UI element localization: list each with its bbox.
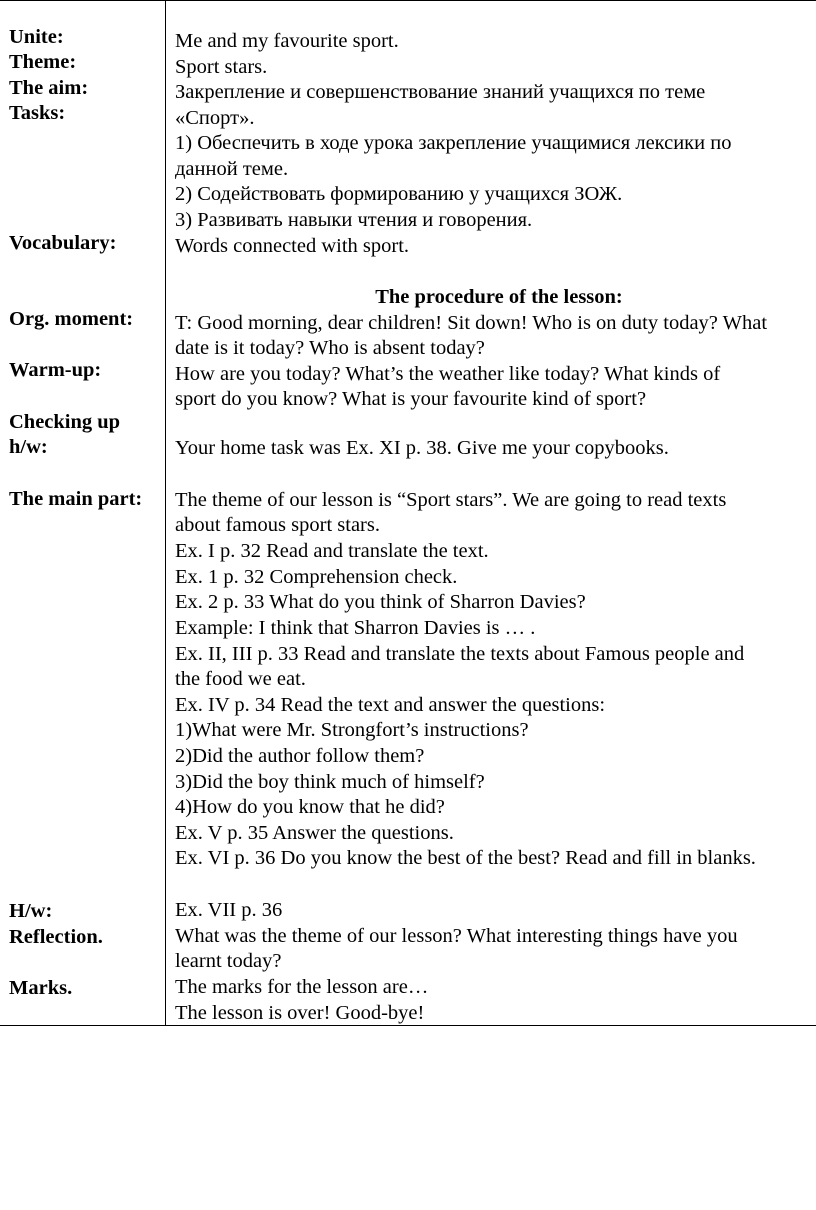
aim-text-line-2: «Спорт». <box>175 107 255 129</box>
main-part-line-3: Ex. I p. 32 Read and translate the text. <box>175 540 489 562</box>
label-aim: The aim: <box>9 77 89 99</box>
main-part-line-1: The theme of our lesson is “Sport stars”. We are going to read texts <box>175 489 727 511</box>
task-2: 2) Содействовать формированию у учащихся ЗОЖ. <box>175 183 623 205</box>
task-3: 3) Развивать навыки чтения и говорения. <box>175 209 533 231</box>
main-part-line-7: Ex. II, III p. 33 Read and translate the texts about Famous people and <box>175 643 745 665</box>
task-1-line-1: 1) Обеспечить в ходе урока закрепление учащимися лексики по <box>175 132 732 154</box>
label-unite: Unite: <box>9 26 64 48</box>
table-top-border <box>0 0 816 1</box>
aim-text-line-1: Закрепление и совершенствование знаний учащихся по теме <box>175 81 706 103</box>
reflection-line-1: What was the theme of our lesson? What interesting things have you <box>175 925 738 947</box>
main-part-line-14: Ex. V p. 35 Answer the questions. <box>175 822 454 844</box>
label-warm-up: Warm-up: <box>9 359 102 381</box>
question-4: 4)How do you know that he did? <box>175 796 445 818</box>
label-org-moment: Org. moment: <box>9 308 134 330</box>
warm-up-line-1: How are you today? What’s the weather like today? What kinds of <box>175 363 721 385</box>
main-part-line-4: Ex. 1 p. 32 Comprehension check. <box>175 566 458 588</box>
main-part-line-9: Ex. IV p. 34 Read the text and answer the questions: <box>175 694 606 716</box>
org-moment-line-2: date is it today? Who is absent today? <box>175 337 485 359</box>
label-marks: Marks. <box>9 977 73 999</box>
question-3: 3)Did the boy think much of himself? <box>175 771 485 793</box>
warm-up-line-2: sport do you know? What is your favourite kind of sport? <box>175 388 647 410</box>
label-vocabulary: Vocabulary: <box>9 232 117 254</box>
org-moment-line-1: T: Good morning, dear children! Sit down! Who is on duty today? What <box>175 312 768 334</box>
question-1: 1)What were Mr. Strongfort’s instructions? <box>175 719 529 741</box>
label-tasks: Tasks: <box>9 102 66 124</box>
label-checking-line-1: Checking up <box>9 411 121 433</box>
hw-text: Ex. VII p. 36 <box>175 899 283 921</box>
main-part-line-6: Example: I think that Sharron Davies is … . <box>175 617 536 639</box>
question-2: 2)Did the author follow them? <box>175 745 425 767</box>
marks-line-2: The lesson is over! Good-bye! <box>175 1002 425 1024</box>
label-main-part: The main part: <box>9 488 143 510</box>
theme-text: Sport stars. <box>175 56 268 78</box>
label-hw: H/w: <box>9 900 53 922</box>
reflection-line-2: learnt today? <box>175 950 282 972</box>
column-divider <box>165 0 166 1026</box>
main-part-line-2: about famous sport stars. <box>175 514 380 536</box>
checking-text: Your home task was Ex. XI p. 38. Give me your copybooks. <box>175 437 669 459</box>
label-theme: Theme: <box>9 51 77 73</box>
main-part-line-15: Ex. VI p. 36 Do you know the best of the best? Read and fill in blanks. <box>175 847 756 869</box>
main-part-line-8: the food we eat. <box>175 668 306 690</box>
unite-text: Me and my favourite sport. <box>175 30 399 52</box>
label-reflection: Reflection. <box>9 926 103 948</box>
marks-line-1: The marks for the lesson are… <box>175 976 429 998</box>
label-checking-line-2: h/w: <box>9 436 48 458</box>
task-1-line-2: данной теме. <box>175 158 289 180</box>
main-part-line-5: Ex. 2 p. 33 What do you think of Sharron Davies? <box>175 591 586 613</box>
vocabulary-text: Words connected with sport. <box>175 235 410 257</box>
procedure-heading: The procedure of the lesson: <box>375 286 623 308</box>
